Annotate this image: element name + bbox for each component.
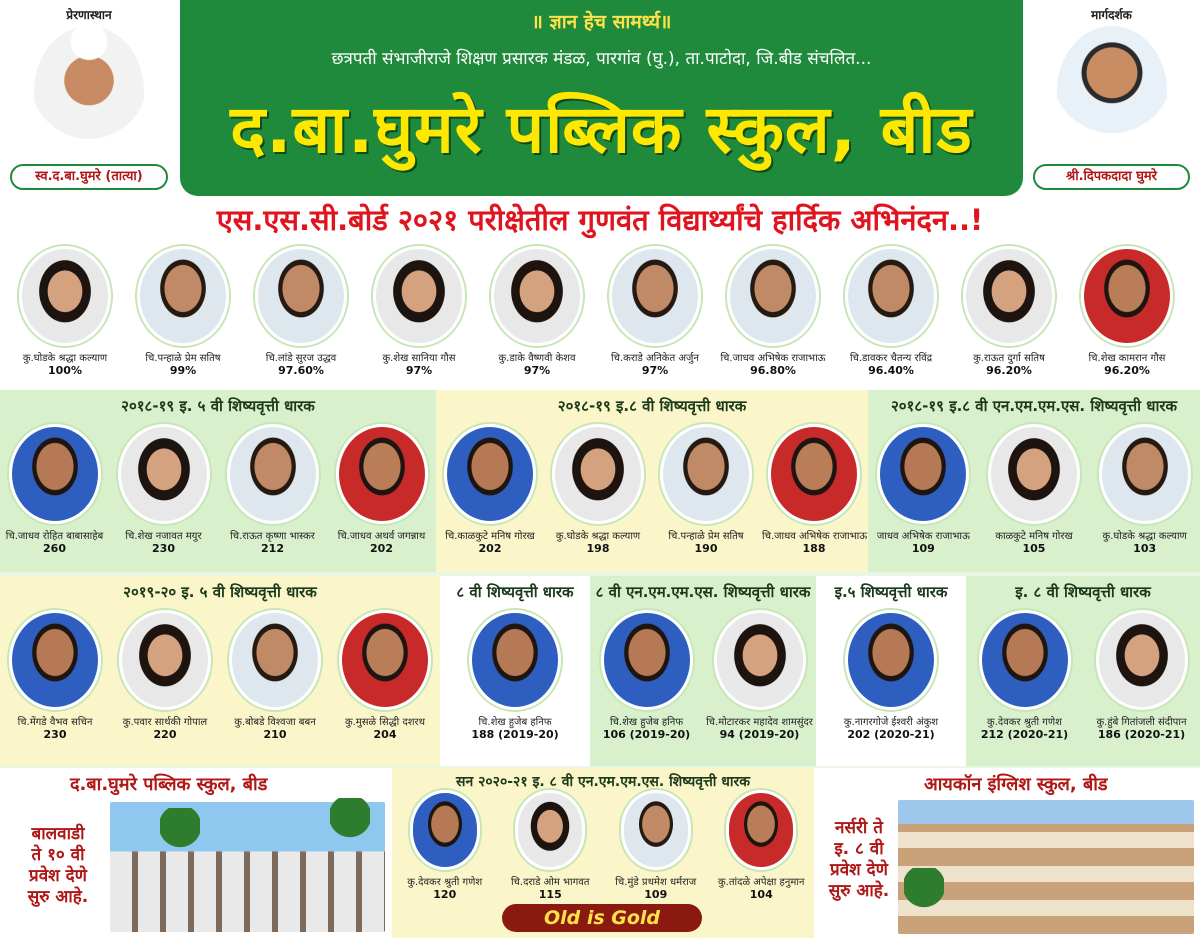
subtitle: छत्रपती संभाजीराजे शिक्षण प्रसारक मंडळ, पारगांव (घु.), ता.पाटोदा, जि.बीड संचलित...	[331, 49, 872, 69]
section-title: ८ वी एन.एम.एम.एस. शिष्यवृत्ती धारक	[595, 583, 811, 601]
school-title: द.बा.घुमरे पब्लिक स्कुल, बीड	[230, 91, 973, 168]
section-title: इ. ८ वी शिष्यवृत्ती धारक	[1015, 583, 1151, 601]
student-photo	[339, 610, 431, 710]
student-photo	[19, 246, 111, 346]
student-score: 188	[802, 542, 826, 555]
student-card	[332, 610, 438, 741]
right-guide-panel	[1023, 0, 1200, 196]
student-score: 220	[153, 728, 177, 741]
student-name: चि.जाधव रोहित बाबासाहेब	[5, 531, 104, 542]
student-name: कु.घोडके श्रद्धा कल्याण	[555, 531, 641, 542]
student-name: चि.जाधव अथर्व जगन्नाथ	[337, 531, 426, 542]
right-caption: मार्गदर्शक	[1091, 8, 1132, 22]
student-name: चि.मेंगडे वैभव सचिन	[17, 717, 93, 728]
student-photo	[845, 610, 937, 710]
student-name: कु.घोडके श्रद्धा कल्याण	[1102, 531, 1187, 542]
student-photo	[660, 424, 752, 524]
school-promo-right	[814, 768, 1200, 938]
student-card	[870, 424, 977, 555]
student-score: 96.20%	[1104, 364, 1150, 377]
student-score: 210	[263, 728, 287, 741]
student-photo	[336, 424, 428, 524]
student-score: 202	[478, 542, 502, 555]
palm-tree-icon	[330, 798, 370, 858]
blurb-line: ते १० वी	[31, 845, 85, 865]
student-name: चि.मोटारकर महादेव शामसुंदर	[706, 717, 813, 728]
student-card	[1072, 246, 1182, 377]
student-score: 109	[644, 888, 668, 901]
left-patron-panel	[0, 0, 178, 196]
blurb-line: इ. ८ वी	[834, 839, 884, 859]
student-name: चि.मुंडे प्रथमेश धर्मराज	[615, 877, 697, 888]
student-score: 120	[433, 888, 457, 901]
student-score: 99%	[169, 364, 197, 377]
student-name: कु.राऊत दुर्गा सतिष	[973, 353, 1045, 364]
student-name: चि.शेख हुजेब हनिफ	[478, 717, 552, 728]
blurb-line: सुरु आहे.	[27, 887, 89, 907]
blurb-line: प्रवेश देणे	[830, 860, 888, 880]
student-card	[111, 424, 216, 555]
student-card	[546, 424, 650, 555]
student-name: काळकुटे मनिष गोरख	[995, 531, 1073, 542]
student-card	[592, 610, 701, 741]
student-name: चि.कराडे अनिकेत अर्जुन	[611, 353, 699, 364]
section-2020-21-nmms	[392, 768, 814, 938]
section-8th-scholarship	[440, 576, 590, 766]
student-card	[10, 246, 120, 377]
student-photo	[845, 246, 937, 346]
palm-tree-icon	[904, 868, 944, 928]
student-card	[654, 424, 758, 555]
student-photo	[410, 790, 480, 870]
student-score: 188 (2019-20)	[471, 728, 559, 741]
right-school-title: आयकॉन इंग्लिश स्कुल, बीड	[924, 774, 1108, 795]
student-photo	[609, 246, 701, 346]
student-photo	[621, 790, 691, 870]
student-photo	[552, 424, 644, 524]
section-2019-20-5th	[0, 576, 440, 766]
student-photo	[137, 246, 229, 346]
student-score: 115	[538, 888, 562, 901]
student-photo	[988, 424, 1080, 524]
student-photo	[491, 246, 583, 346]
blurb-line: नर्सरी ते	[835, 818, 883, 838]
student-name: कु.तांदळे अपेक्षा हनुमान	[718, 877, 805, 888]
section-title: २०१८-१९ इ.८ वी शिष्यवृत्ती धारक	[557, 397, 747, 415]
student-photo	[373, 246, 465, 346]
student-photo	[714, 610, 806, 710]
student-photo	[963, 246, 1055, 346]
student-score: 212	[261, 542, 284, 555]
school-promo-left	[0, 768, 392, 938]
student-name: चि.जाधव अभिषेक राजाभाऊ	[762, 531, 868, 542]
section-8th-scholarship-2020-21	[966, 576, 1200, 766]
student-card	[438, 424, 542, 555]
patron-photo	[34, 26, 144, 156]
student-name: कु.देवकर श्रुती गणेश	[407, 877, 483, 888]
student-score: 97%	[405, 364, 433, 377]
left-caption: प्रेरणास्थान	[66, 8, 112, 22]
student-score: 103	[1133, 542, 1157, 555]
student-card	[981, 424, 1088, 555]
student-name: कु.डाके वैष्णवी केशव	[498, 353, 576, 364]
student-card	[220, 424, 325, 555]
student-photo	[255, 246, 347, 346]
student-name: चि.पन्हाळे प्रेम सतिष	[145, 353, 221, 364]
student-card	[500, 790, 602, 901]
student-name: चि.शेख कामरान गौस	[1088, 353, 1166, 364]
student-name: चि.काळकुटे मनिष गोरख	[445, 531, 535, 542]
section-title: २०१९-२० इ. ५ वी शिष्यवृत्ती धारक	[123, 583, 317, 601]
student-score: 97%	[523, 364, 551, 377]
title-banner	[180, 0, 1023, 196]
student-score: 104	[749, 888, 773, 901]
congrats-banner: एस.एस.सी.बोर्ड २०२१ परीक्षेतील गुणवंत विद्यार्थ्यांचे हार्दिक अभिनंदन..!	[0, 198, 1200, 242]
student-score: 186 (2020-21)	[1097, 728, 1186, 741]
student-photo	[469, 610, 561, 710]
student-name: चि.जाधव अभिषेक राजाभाऊ	[720, 353, 826, 364]
section-2018-19-nmms	[868, 390, 1200, 572]
student-card	[968, 610, 1081, 741]
section-title: सन २०२०-२१ इ. ८ वी एन.एम.एम.एस. शिष्यवृत्ती धारक	[456, 774, 750, 790]
student-photo	[877, 424, 969, 524]
student-name: कु.नागरगोजे ईश्वरी अंकुश	[843, 717, 939, 728]
ssc-toppers	[0, 242, 1200, 390]
student-photo	[515, 790, 585, 870]
left-name: स्व.द.बा.घुमरे (तात्या)	[10, 164, 168, 190]
student-card	[1091, 424, 1198, 555]
student-photo	[1096, 610, 1188, 710]
student-card	[1085, 610, 1198, 741]
section-5th-scholarship	[816, 576, 966, 766]
student-score: 198	[586, 542, 610, 555]
student-photo	[1081, 246, 1173, 346]
student-card	[718, 246, 828, 377]
section-8th-nmms	[590, 576, 816, 766]
student-name: कु.हुंबे गितांजली संदीपान	[1096, 717, 1187, 728]
student-score: 202	[370, 542, 393, 555]
right-admission-text	[816, 818, 902, 902]
section-title: ८ वी शिष्यवृत्ती धारक	[456, 583, 574, 601]
old-is-gold-badge: Old is Gold	[502, 904, 702, 932]
student-score: 230	[152, 542, 175, 555]
student-card	[762, 424, 866, 555]
student-photo	[1099, 424, 1191, 524]
student-score: 96.20%	[986, 364, 1032, 377]
student-score: 190	[694, 542, 718, 555]
palm-tree-icon	[160, 808, 200, 868]
blurb-line: बालवाडी	[31, 824, 85, 844]
left-admission-text	[8, 824, 108, 908]
section-2018-19-5th	[0, 390, 436, 572]
student-name: कु.बोबडे विश्वजा बबन	[234, 717, 316, 728]
student-score: 94 (2019-20)	[719, 728, 800, 741]
student-photo	[979, 610, 1071, 710]
student-score: 212 (2020-21)	[980, 728, 1069, 741]
guide-photo	[1057, 26, 1167, 156]
student-card	[711, 790, 813, 901]
student-card	[600, 246, 710, 377]
student-photo	[9, 610, 101, 710]
right-name: श्री.दिपकदादा घुमरे	[1033, 164, 1190, 190]
student-score: 202 (2020-21)	[847, 728, 935, 741]
student-card	[394, 790, 496, 901]
student-card	[705, 610, 814, 741]
student-name: जाधव अभिषेक राजाभाऊ	[876, 531, 970, 542]
section-2018-19-8th	[436, 390, 868, 572]
student-photo	[118, 424, 210, 524]
student-card	[832, 610, 950, 741]
student-card	[482, 246, 592, 377]
student-photo	[601, 610, 693, 710]
student-card	[128, 246, 238, 377]
motto: ॥ ज्ञान हेच सामर्थ्य॥	[531, 11, 672, 33]
student-photo	[726, 790, 796, 870]
student-score: 97.60%	[278, 364, 324, 377]
student-card	[112, 610, 218, 741]
student-card	[836, 246, 946, 377]
student-card	[364, 246, 474, 377]
student-name: कु.घोडके श्रद्धा कल्याण	[22, 353, 108, 364]
student-name: चि.लांडे सुरज उद्धव	[265, 353, 337, 364]
student-name: चि.शेख नजावत मयुर	[125, 531, 202, 542]
student-score: 106 (2019-20)	[602, 728, 691, 741]
student-photo	[227, 424, 319, 524]
section-title: इ.५ शिष्यवृत्ती धारक	[834, 583, 948, 601]
student-score: 230	[43, 728, 67, 741]
student-name: कु.मुसळे सिद्धी दशरथ	[344, 717, 426, 728]
student-score: 204	[373, 728, 397, 741]
student-photo	[727, 246, 819, 346]
student-card	[456, 610, 574, 741]
student-photo	[229, 610, 321, 710]
student-card	[605, 790, 707, 901]
student-name: चि.पन्हाळे प्रेम सतिष	[668, 531, 744, 542]
student-photo	[119, 610, 211, 710]
student-score: 96.40%	[868, 364, 914, 377]
student-name: कु.देवकर श्रुती गणेश	[987, 717, 1062, 728]
student-photo	[9, 424, 101, 524]
student-card	[2, 610, 108, 741]
student-name: चि.डावकर चैतन्य रविंद्र	[849, 353, 933, 364]
student-card	[954, 246, 1064, 377]
student-card	[329, 424, 434, 555]
student-score: 105	[1022, 542, 1046, 555]
student-card	[2, 424, 107, 555]
student-name: चि.राऊत कृष्णा भास्कर	[230, 531, 315, 542]
blurb-line: सुरु आहे.	[828, 881, 890, 901]
student-name: कु.शेख सानिया गौस	[382, 353, 456, 364]
student-name: कु.पवार सार्थकी गोपाल	[122, 717, 208, 728]
student-name: चि.दराडे ओम भागवत	[510, 877, 590, 888]
section-title: २०१८-१९ इ.८ वी एन.एम.एम.एस. शिष्यवृत्ती धारक	[890, 397, 1178, 415]
left-school-title: द.बा.घुमरे पब्लिक स्कुल, बीड	[70, 774, 268, 795]
student-photo	[768, 424, 860, 524]
student-score: 109	[911, 542, 935, 555]
student-photo	[444, 424, 536, 524]
student-score: 96.80%	[750, 364, 796, 377]
header	[0, 0, 1200, 198]
student-card	[222, 610, 328, 741]
student-score: 100%	[48, 364, 82, 377]
student-name: चि.शेख हुजेब हनिफ	[609, 717, 684, 728]
student-card	[246, 246, 356, 377]
student-score: 97%	[641, 364, 669, 377]
blurb-line: प्रवेश देणे	[29, 866, 87, 886]
student-score: 260	[43, 542, 66, 555]
section-title: २०१८-१९ इ. ५ वी शिष्यवृत्ती धारक	[121, 397, 315, 415]
